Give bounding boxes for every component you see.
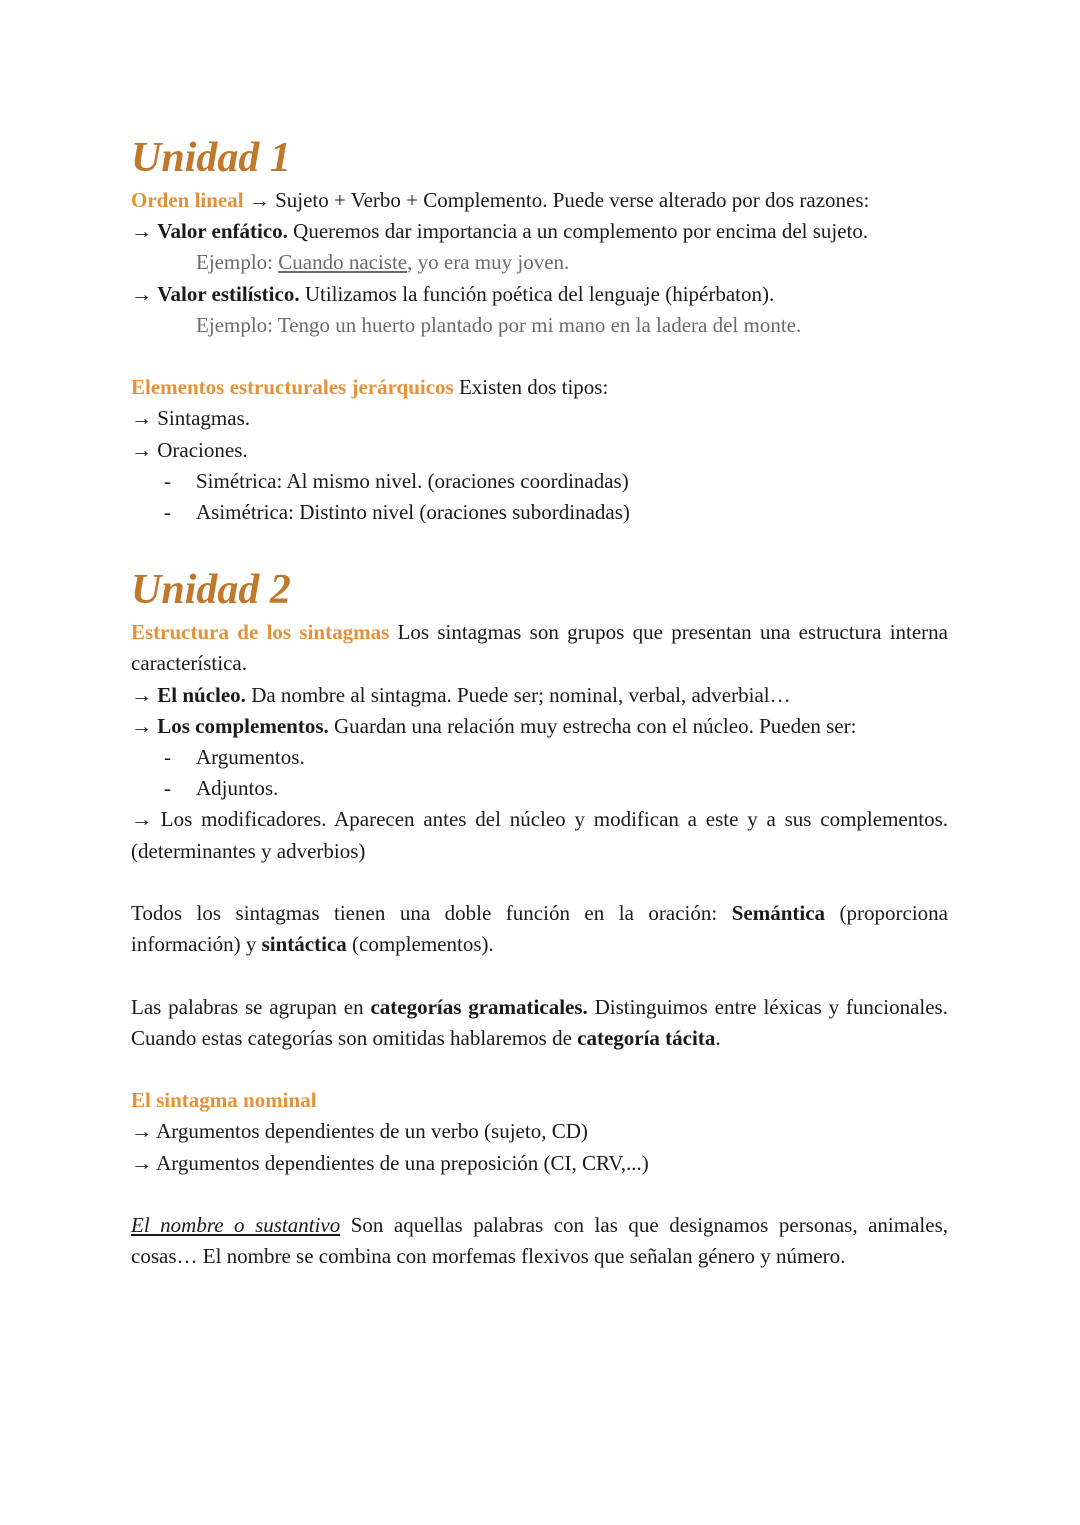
- sub-list-item: - Simétrica: Al mismo nivel. (oraciones coordinadas): [131, 466, 948, 497]
- sub-list-item-text: Simétrica: Al mismo nivel. (oraciones coordinadas): [196, 468, 629, 493]
- nucleo-text: Da nombre al sintagma. Puede ser; nominal, verbal, adverbial…: [245, 682, 791, 707]
- valor-estilistico-text: Utilizamos la función poética del lenguaje (hipérbaton).: [299, 281, 775, 306]
- valor-estilistico-paragraph: [131, 279, 948, 310]
- bold-term: sintáctica: [261, 932, 347, 957]
- orden-lineal-heading: Orden lineal: [131, 188, 244, 212]
- nombre-label: El nombre o sustantivo: [131, 1213, 341, 1238]
- valor-enfatico-text: Queremos dar importancia a un complemento por encima del sujeto.: [287, 219, 869, 244]
- doble-funcion-paragraph: [131, 898, 948, 960]
- estructura-paragraph: [131, 617, 948, 679]
- arrow: →: [131, 281, 158, 306]
- list-item: → Sintagmas.: [131, 406, 250, 431]
- unit-1-title: Unidad 1: [131, 135, 291, 181]
- sub-list-item-text: Asimétrica: Distinto nivel (oraciones subordinadas): [196, 500, 630, 525]
- valor-estilistico-label: Valor estilístico.: [157, 281, 300, 306]
- valor-enfatico-paragraph: [131, 216, 948, 247]
- example-underlined: Cuando naciste: [278, 250, 408, 275]
- text-run: Todos los sintagmas tienen una doble función en la oración:: [131, 901, 732, 926]
- orden-lineal-paragraph: [131, 185, 948, 216]
- nucleo-paragraph: [131, 680, 948, 711]
- example-prefix: Ejemplo:: [196, 250, 279, 275]
- elementos-paragraph: [131, 372, 948, 403]
- orden-lineal-text: → Sujeto + Verbo + Complemento. Puede verse alterado por dos razones:: [243, 188, 870, 212]
- example-1: [131, 247, 948, 278]
- modificadores-paragraph: → Los modificadores. Aparecen antes del núcleo y modifican a este y a sus complementos. (determinantes y adverbios): [131, 807, 948, 863]
- bold-term: Semántica: [731, 901, 826, 926]
- sub-list-item-text: Argumentos.: [196, 745, 305, 770]
- text-run: .: [715, 1025, 721, 1050]
- bold-term: categoría tácita: [577, 1025, 716, 1050]
- complementos-paragraph: [131, 711, 948, 742]
- sub-list-item-text: Adjuntos.: [196, 776, 279, 801]
- text-run: Las palabras se agrupan en: [131, 994, 371, 1019]
- example-2: Ejemplo: Tengo un huerto plantado por mi mano en la ladera del monte.: [196, 312, 802, 337]
- list-item: → Argumentos dependientes de un verbo (sujeto, CD): [131, 1119, 588, 1144]
- sub-list-item: - Adjuntos.: [131, 773, 948, 804]
- categorias-paragraph: [131, 992, 948, 1054]
- example-suffix: , yo era muy joven.: [407, 250, 570, 275]
- sub-list-item: - Argumentos.: [131, 742, 948, 773]
- arrow: →: [131, 682, 158, 707]
- nombre-paragraph: [131, 1210, 948, 1272]
- arrow: →: [131, 713, 158, 738]
- text-run: (complementos).: [346, 932, 494, 957]
- document-page: [131, 133, 948, 1272]
- complementos-label: Los complementos.: [157, 713, 329, 738]
- text-run: (proporciona información) y: [131, 901, 948, 957]
- nucleo-label: El núcleo.: [157, 682, 246, 707]
- arrow: →: [131, 219, 158, 244]
- list-item: → Oraciones.: [131, 437, 248, 462]
- sintagma-nominal-heading: El sintagma nominal: [131, 1088, 317, 1113]
- elementos-text: Existen dos tipos:: [453, 375, 609, 400]
- sub-list-item: - Asimétrica: Distinto nivel (oraciones subordinadas): [131, 497, 948, 528]
- bold-term: categorías gramaticales.: [370, 994, 588, 1019]
- estructura-heading: Estructura de los sintagmas: [131, 620, 390, 645]
- estructura-text: Los sintagmas son grupos que presentan una estructura interna característica.: [131, 620, 948, 676]
- complementos-text: Guardan una relación muy estrecha con el núcleo. Pueden ser:: [328, 713, 857, 738]
- elementos-heading: Elementos estructurales jerárquicos: [131, 375, 454, 400]
- unit-2-title: Unidad 2: [131, 567, 291, 614]
- list-item: → Argumentos dependientes de una preposición (CI, CRV,...): [131, 1150, 649, 1175]
- text-run: Distinguimos entre léxicas y funcionales. Cuando estas categorías son omitidas hablaremos de: [131, 994, 948, 1050]
- valor-enfatico-label: Valor enfático.: [157, 219, 288, 244]
- nombre-text: Son aquellas palabras con las que designamos personas, animales, cosas… El nombre se combina con morfemas flexivos que señalan género y número.: [131, 1213, 948, 1269]
